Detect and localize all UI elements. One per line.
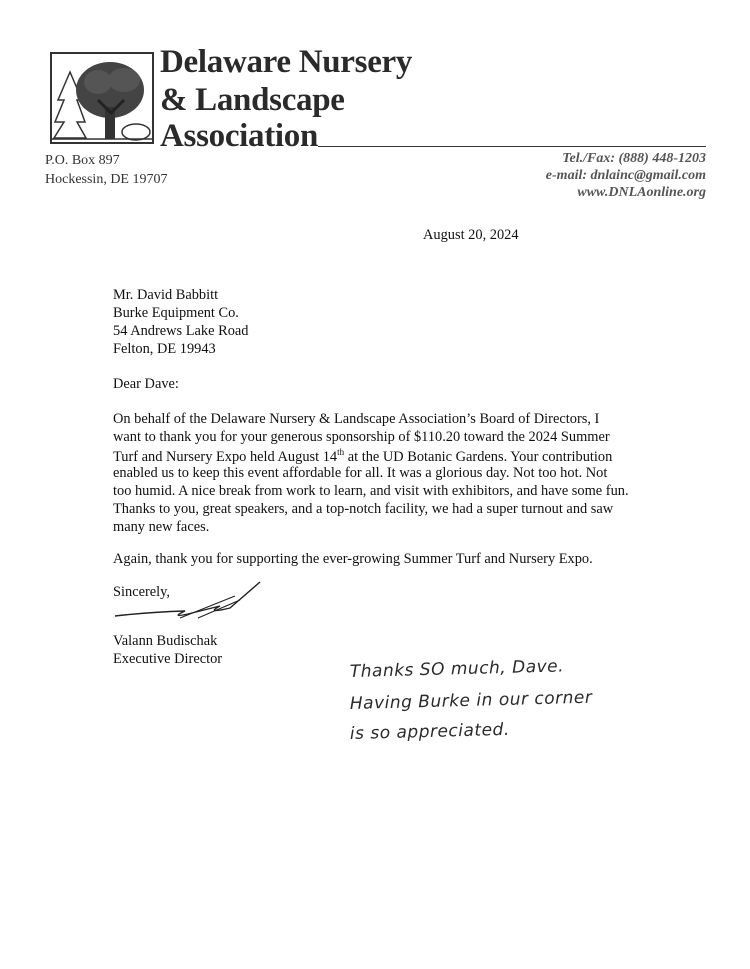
body-line: Thanks to you, great speakers, and a top-notch facility, we had a super turnout and saw bbox=[113, 501, 614, 517]
body-text: at the UD Botanic Gardens. Your contribution bbox=[344, 449, 613, 465]
handwritten-line: Thanks SO much, Dave. bbox=[349, 656, 565, 682]
letter-date: August 20, 2024 bbox=[423, 227, 519, 243]
body-line: want to thank you for your generous sponsorship of $110.20 toward the 2024 Summer bbox=[113, 429, 610, 445]
organization-name-line: & Landscape bbox=[160, 82, 345, 118]
recipient-line: Mr. David Babbitt bbox=[113, 287, 219, 303]
mailing-address-line: P.O. Box 897 bbox=[45, 153, 120, 168]
salutation: Dear Dave: bbox=[113, 376, 179, 392]
recipient-line: 54 Andrews Lake Road bbox=[113, 323, 249, 339]
handwritten-line: Having Burke in our corner bbox=[349, 687, 593, 714]
phone-fax: Tel./Fax: (888) 448-1203 bbox=[562, 151, 706, 166]
body-line: too humid. A nice break from work to learn, and visit with exhibitors, and have some fun. bbox=[113, 483, 629, 499]
signature-scribble-icon bbox=[110, 578, 270, 628]
mailing-address-line: Hockessin, DE 19707 bbox=[45, 172, 168, 187]
body-line: enabled us to keep this event affordable for all. It was a glorious day. Not too hot. Not bbox=[113, 465, 608, 481]
signer-title: Executive Director bbox=[113, 651, 223, 667]
letterhead-rule bbox=[318, 146, 706, 147]
email-address: e-mail: dnlainc@gmail.com bbox=[545, 168, 706, 183]
body-line: On behalf of the Delaware Nursery & Landscape Association’s Board of Directors, I bbox=[113, 411, 600, 427]
body-paragraph: Again, thank you for supporting the ever-growing Summer Turf and Nursery Expo. bbox=[113, 551, 593, 567]
recipient-line: Burke Equipment Co. bbox=[113, 305, 239, 321]
website-url: www.DNLAonline.org bbox=[577, 185, 706, 200]
closing: Sincerely, bbox=[113, 584, 171, 600]
signer-name: Valann Budischak bbox=[113, 633, 218, 649]
handwritten-line: is so appreciated. bbox=[349, 719, 510, 744]
organization-name-line: Association bbox=[160, 118, 319, 154]
body-line: many new faces. bbox=[113, 519, 210, 535]
organization-name-line: Delaware Nursery bbox=[160, 44, 413, 80]
handwritten-note bbox=[330, 655, 690, 755]
tree-logo-icon bbox=[50, 52, 154, 144]
body-line bbox=[113, 447, 612, 466]
recipient-line: Felton, DE 19943 bbox=[113, 341, 216, 357]
body-text: Turf and Nursery Expo held August 14 bbox=[113, 449, 338, 465]
ordinal-suffix: th bbox=[337, 447, 345, 457]
